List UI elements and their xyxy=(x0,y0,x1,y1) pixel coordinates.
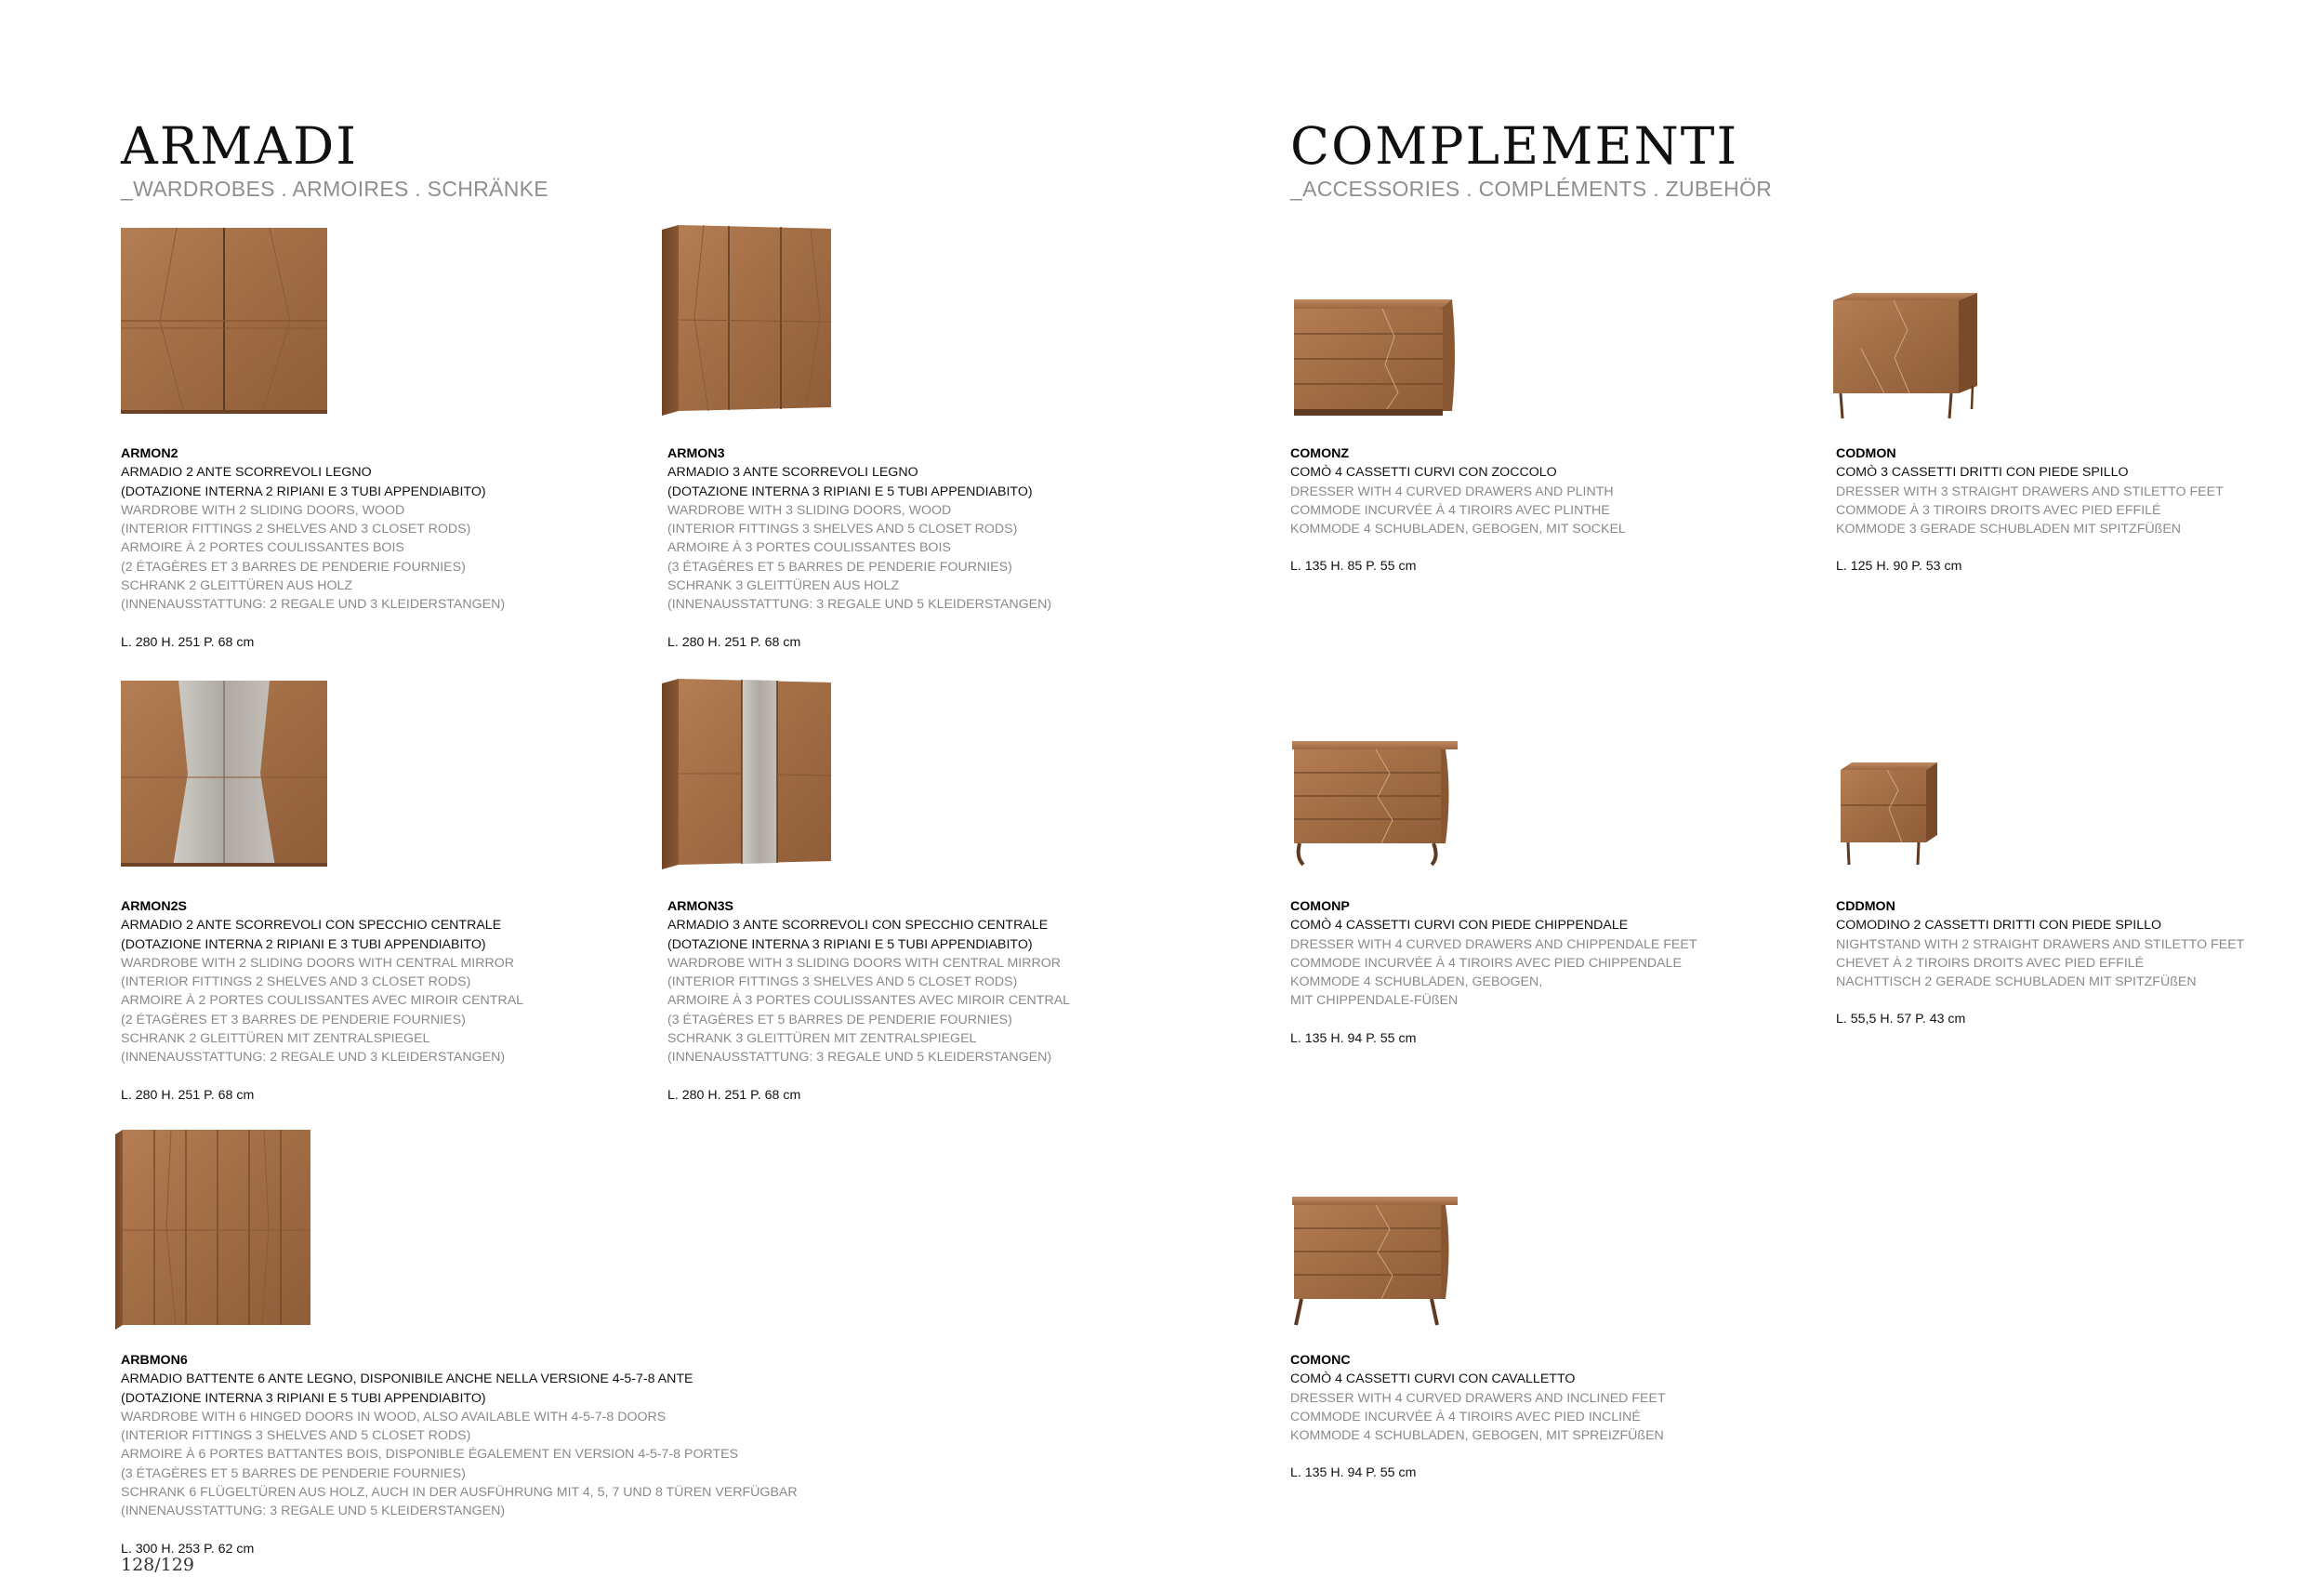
product-code: CODMON xyxy=(1836,446,1896,461)
product-text xyxy=(1290,897,1811,1048)
product-code: CDDMON xyxy=(1836,899,1895,914)
complementi-title: COMPLEMENTI xyxy=(1290,116,1739,176)
product-text xyxy=(121,1351,798,1558)
product-text xyxy=(1290,1351,1811,1483)
translation-line: (2 ÉTAGÈRES ET 3 BARRES DE PENDERIE FOURNIES) xyxy=(121,1012,466,1027)
product-code: ARMON3 xyxy=(667,446,725,461)
dresser-stiletto-icon xyxy=(1833,293,1982,418)
wardrobe-2-door-mirror-icon xyxy=(121,681,327,867)
translation-line: NACHTTISCH 2 GERADE SCHUBLADEN MIT SPITZFÜßEN xyxy=(1836,974,2197,990)
translation-line: SCHRANK 3 GLEITTÜREN AUS HOLZ xyxy=(667,578,900,594)
product-code: ARBMON6 xyxy=(121,1353,188,1368)
product-dimensions: L. 135 H. 85 P. 55 cm xyxy=(1290,559,1417,575)
translation-line: (INNENAUSSTATTUNG: 3 REGALE UND 5 KLEIDERSTANGEN) xyxy=(121,1504,506,1519)
translation-line: ARMOIRE À 6 PORTES BATTANTES BOIS, DISPONIBLE ÉGALEMENT EN VERSION 4-5-7-8 PORTES xyxy=(121,1447,739,1463)
italian-line: COMÒ 3 CASSETTI DRITTI CON PIEDE SPILLO xyxy=(1836,465,2129,481)
product-text xyxy=(667,444,1188,652)
translation-line: SCHRANK 6 FLÜGELTÜREN AUS HOLZ, AUCH IN DER AUSFÜHRUNG MIT 4, 5, 7 UND 8 TÜREN VERFÜGBAR xyxy=(121,1485,798,1501)
italian-line: (DOTAZIONE INTERNA 3 RIPIANI E 5 TUBI APPENDIABITO) xyxy=(667,936,1033,952)
translation-line: COMMODE À 3 TIROIRS DROITS AVEC PIED EFFILÉ xyxy=(1836,502,2161,518)
translation-line: (INTERIOR FITTINGS 2 SHELVES AND 3 CLOSET RODS) xyxy=(121,522,471,537)
translation-line: WARDROBE WITH 2 SLIDING DOORS, WOOD xyxy=(121,502,405,518)
product-code: ARMON2 xyxy=(121,446,178,461)
page-number: 128/129 xyxy=(121,1555,194,1575)
dresser-chippendale-icon xyxy=(1292,741,1459,867)
translation-line: (3 ÉTAGÈRES ET 5 BARRES DE PENDERIE FOURNIES) xyxy=(667,1012,1012,1027)
translation-line: KOMMODE 4 SCHUBLADEN, GEBOGEN, MIT SPREIZFÜßEN xyxy=(1290,1428,1664,1444)
translation-line: SCHRANK 2 GLEITTÜREN MIT ZENTRALSPIEGEL xyxy=(121,1031,430,1047)
italian-line: ARMADIO 3 ANTE SCORREVOLI CON SPECCHIO CENTRALE xyxy=(667,918,1049,934)
translation-line: ARMOIRE À 2 PORTES COULISSANTES AVEC MIROIR CENTRAL xyxy=(121,993,524,1009)
wardrobe-6-door-icon xyxy=(115,1130,310,1330)
armadi-title: ARMADI xyxy=(121,116,358,176)
product-dimensions: L. 135 H. 94 P. 55 cm xyxy=(1290,1465,1417,1481)
translation-line: (INTERIOR FITTINGS 2 SHELVES AND 3 CLOSET RODS) xyxy=(121,974,471,990)
italian-line: (DOTAZIONE INTERNA 2 RIPIANI E 3 TUBI APPENDIABITO) xyxy=(121,484,486,499)
translation-line: (3 ÉTAGÈRES ET 5 BARRES DE PENDERIE FOURNIES) xyxy=(121,1465,466,1481)
product-code: COMONZ xyxy=(1290,446,1350,461)
complementi-subtitle: _ACCESSORIES . COMPLÉMENTS . ZUBEHÖR xyxy=(1290,177,1773,201)
product-dimensions: L. 55,5 H. 57 P. 43 cm xyxy=(1836,1012,1966,1027)
translation-line: DRESSER WITH 4 CURVED DRAWERS AND CHIPPENDALE FEET xyxy=(1290,936,1697,952)
translation-line: DRESSER WITH 4 CURVED DRAWERS AND INCLINED FEET xyxy=(1290,1390,1666,1406)
translation-line: DRESSER WITH 4 CURVED DRAWERS AND PLINTH xyxy=(1290,484,1614,499)
nightstand-icon xyxy=(1841,762,1943,865)
italian-line: ARMADIO 3 ANTE SCORREVOLI LEGNO xyxy=(667,465,918,481)
translation-line: (INNENAUSSTATTUNG: 2 REGALE UND 3 KLEIDERSTANGEN) xyxy=(121,1050,506,1066)
translation-line: ARMOIRE À 3 PORTES COULISSANTES BOIS xyxy=(667,540,951,556)
translation-line: (3 ÉTAGÈRES ET 5 BARRES DE PENDERIE FOURNIES) xyxy=(667,559,1012,575)
italian-line: (DOTAZIONE INTERNA 3 RIPIANI E 5 TUBI APPENDIABITO) xyxy=(667,484,1033,499)
product-dimensions: L. 280 H. 251 P. 68 cm xyxy=(667,1087,801,1103)
italian-line: COMÒ 4 CASSETTI CURVI CON PIEDE CHIPPENDALE xyxy=(1290,918,1629,934)
italian-line: COMODINO 2 CASSETTI DRITTI CON PIEDE SPILLO xyxy=(1836,918,2162,934)
translation-line: KOMMODE 3 GERADE SCHUBLADEN MIT SPITZFÜßEN xyxy=(1836,522,2182,537)
translation-line: COMMODE INCURVÉE À 4 TIROIRS AVEC PIED CHIPPENDALE xyxy=(1290,955,1682,971)
translation-line: (INNENAUSSTATTUNG: 2 REGALE UND 3 KLEIDERSTANGEN) xyxy=(121,597,506,613)
translation-line: WARDROBE WITH 3 SLIDING DOORS, WOOD xyxy=(667,502,952,518)
translation-line: NIGHTSTAND WITH 2 STRAIGHT DRAWERS AND STILETTO FEET xyxy=(1836,936,2245,952)
translation-line: SCHRANK 3 GLEITTÜREN MIT ZENTRALSPIEGEL xyxy=(667,1031,977,1047)
italian-line: ARMADIO BATTENTE 6 ANTE LEGNO, DISPONIBILE ANCHE NELLA VERSIONE 4-5-7-8 ANTE xyxy=(121,1371,693,1387)
product-text xyxy=(667,897,1188,1105)
product-dimensions: L. 280 H. 251 P. 68 cm xyxy=(121,634,255,650)
product-code: ARMON3S xyxy=(667,899,733,914)
product-dimensions: L. 300 H. 253 P. 62 cm xyxy=(121,1541,255,1557)
wardrobe-2-door-icon xyxy=(121,228,327,414)
italian-line: (DOTAZIONE INTERNA 3 RIPIANI E 5 TUBI APPENDIABITO) xyxy=(121,1390,486,1406)
product-text xyxy=(1290,444,1811,576)
italian-line: ARMADIO 2 ANTE SCORREVOLI CON SPECCHIO CENTRALE xyxy=(121,918,502,934)
translation-line: (INTERIOR FITTINGS 3 SHELVES AND 5 CLOSET RODS) xyxy=(667,522,1018,537)
italian-line: COMÒ 4 CASSETTI CURVI CON CAVALLETTO xyxy=(1290,1371,1576,1387)
translation-line: WARDROBE WITH 3 SLIDING DOORS WITH CENTRAL MIRROR xyxy=(667,955,1062,971)
armadi-subtitle: _WARDROBES . ARMOIRES . SCHRÄNKE xyxy=(121,177,548,201)
product-text xyxy=(121,444,641,652)
product-code: COMONC xyxy=(1290,1353,1351,1368)
translation-line: WARDROBE WITH 2 SLIDING DOORS WITH CENTRAL MIRROR xyxy=(121,955,515,971)
translation-line: (INNENAUSSTATTUNG: 3 REGALE UND 5 KLEIDERSTANGEN) xyxy=(667,1050,1052,1066)
wardrobe-3-door-mirror-icon xyxy=(662,679,848,869)
translation-line: COMMODE INCURVÉE À 4 TIROIRS AVEC PLINTHE xyxy=(1290,502,1610,518)
italian-line: COMÒ 4 CASSETTI CURVI CON ZOCCOLO xyxy=(1290,465,1557,481)
italian-line: (DOTAZIONE INTERNA 2 RIPIANI E 3 TUBI APPENDIABITO) xyxy=(121,936,486,952)
translation-line: MIT CHIPPENDALE-FÜßEN xyxy=(1290,993,1459,1009)
product-dimensions: L. 125 H. 90 P. 53 cm xyxy=(1836,559,1962,575)
translation-line: (INTERIOR FITTINGS 3 SHELVES AND 5 CLOSET RODS) xyxy=(121,1428,471,1444)
product-dimensions: L. 280 H. 251 P. 68 cm xyxy=(121,1087,255,1103)
dresser-inclined-feet-icon xyxy=(1292,1197,1459,1327)
translation-line: (INNENAUSSTATTUNG: 3 REGALE UND 5 KLEIDERSTANGEN) xyxy=(667,597,1052,613)
translation-line: KOMMODE 4 SCHUBLADEN, GEBOGEN, xyxy=(1290,974,1543,990)
product-text xyxy=(1836,444,2324,576)
product-dimensions: L. 135 H. 94 P. 55 cm xyxy=(1290,1030,1417,1046)
wardrobe-3-door-icon xyxy=(662,225,848,416)
translation-line: SCHRANK 2 GLEITTÜREN AUS HOLZ xyxy=(121,578,353,594)
translation-line: WARDROBE WITH 6 HINGED DOORS IN WOOD, ALSO AVAILABLE WITH 4-5-7-8 DOORS xyxy=(121,1409,667,1424)
product-code: ARMON2S xyxy=(121,899,187,914)
translation-line: (INTERIOR FITTINGS 3 SHELVES AND 5 CLOSET RODS) xyxy=(667,974,1018,990)
translation-line: COMMODE INCURVÉE À 4 TIROIRS AVEC PIED INCLINÉ xyxy=(1290,1409,1641,1424)
product-code: COMONP xyxy=(1290,899,1350,914)
translation-line: CHEVET À 2 TIROIRS DROITS AVEC PIED EFFILÉ xyxy=(1836,955,2145,971)
translation-line: DRESSER WITH 3 STRAIGHT DRAWERS AND STILETTO FEET xyxy=(1836,484,2224,499)
italian-line: ARMADIO 2 ANTE SCORREVOLI LEGNO xyxy=(121,465,372,481)
translation-line: ARMOIRE À 2 PORTES COULISSANTES BOIS xyxy=(121,540,404,556)
translation-line: KOMMODE 4 SCHUBLADEN, GEBOGEN, MIT SOCKEL xyxy=(1290,522,1626,537)
translation-line: (2 ÉTAGÈRES ET 3 BARRES DE PENDERIE FOURNIES) xyxy=(121,559,466,575)
dresser-plinth-icon xyxy=(1294,299,1457,416)
translation-line: ARMOIRE À 3 PORTES COULISSANTES AVEC MIROIR CENTRAL xyxy=(667,993,1071,1009)
product-text xyxy=(121,897,641,1105)
product-text xyxy=(1836,897,2324,1029)
product-dimensions: L. 280 H. 251 P. 68 cm xyxy=(667,634,801,650)
